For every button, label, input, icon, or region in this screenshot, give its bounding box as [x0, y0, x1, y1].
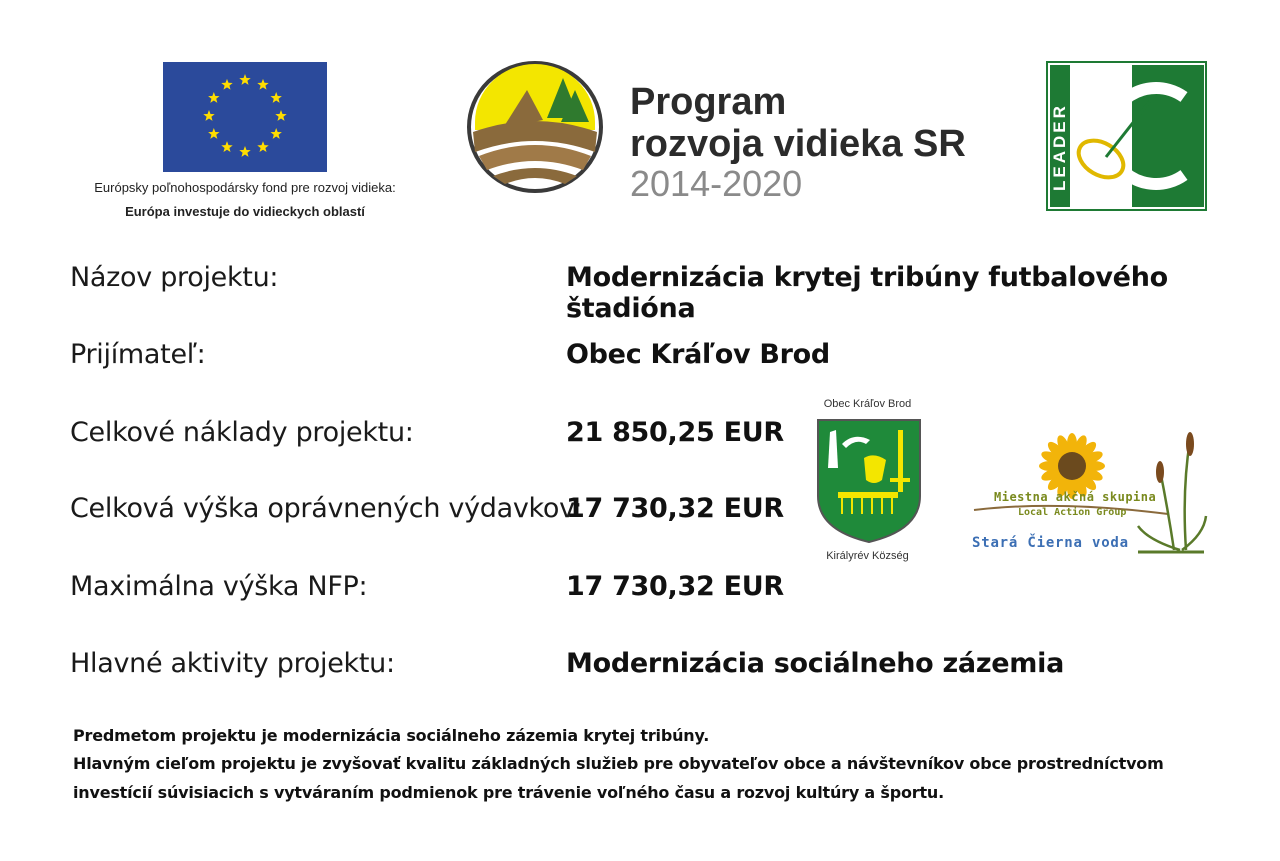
description-line-1: Predmetom projektu je modernizácia sociálneho zázemia krytej tribúny.	[73, 726, 710, 745]
program-title-line2: rozvoja vidieka SR	[630, 123, 966, 165]
mas-title: Miestna akčná skupina	[994, 490, 1157, 504]
recipient-value: Obec Kráľov Brod	[566, 339, 830, 370]
program-title-line1: Program	[630, 81, 787, 123]
max-nfp-label: Maximálna výška NFP:	[70, 571, 368, 602]
leader-text: LEADER	[1050, 103, 1069, 191]
municipality-crest-icon	[816, 418, 922, 544]
eligible-expenses-label: Celková výška oprávnených výdavkov:	[70, 493, 583, 524]
max-nfp-value: 17 730,32 EUR	[566, 571, 784, 602]
crest-caption-top: Obec Kráľov Brod	[823, 398, 912, 410]
eu-fund-caption: Európsky poľnohospodársky fond pre rozvoj vidieka:	[94, 180, 396, 195]
main-activities-value: Modernizácia sociálneho zázemia	[566, 648, 1064, 679]
recipient-label: Prijímateľ:	[70, 339, 206, 370]
mas-subtitle: Local Action Group	[1018, 507, 1127, 518]
eu-flag-icon	[163, 62, 327, 172]
crest-caption-bottom: Királyrév Község	[826, 550, 909, 562]
mas-region-name: Stará Čierna voda	[972, 535, 1129, 551]
description-line-2: Hlavným cieľom projektu je zvyšovať kvalitu základných služieb pre obyvateľov obce a návštevníkov obce prostredníctvom	[73, 754, 1164, 773]
project-name-label: Názov projektu:	[70, 262, 279, 293]
project-name-value: Modernizácia krytej tribúny futbalového štadióna	[566, 262, 1168, 324]
total-costs-label: Celkové náklady projektu:	[70, 417, 414, 448]
eligible-expenses-value: 17 730,32 EUR	[566, 493, 784, 524]
leader-logo-icon	[1046, 61, 1207, 211]
eu-slogan: Európa investuje do vidieckych oblastí	[125, 204, 365, 219]
total-costs-value: 21 850,25 EUR	[566, 417, 784, 448]
program-years: 2014-2020	[630, 163, 803, 204]
main-activities-label: Hlavné aktivity projektu:	[70, 648, 395, 679]
description-line-3: investícií súvisiacich s vytváraním podmienok pre trávenie voľného času a rozvoj kultúry a športu.	[73, 783, 944, 802]
rural-development-logo-icon	[465, 60, 605, 195]
